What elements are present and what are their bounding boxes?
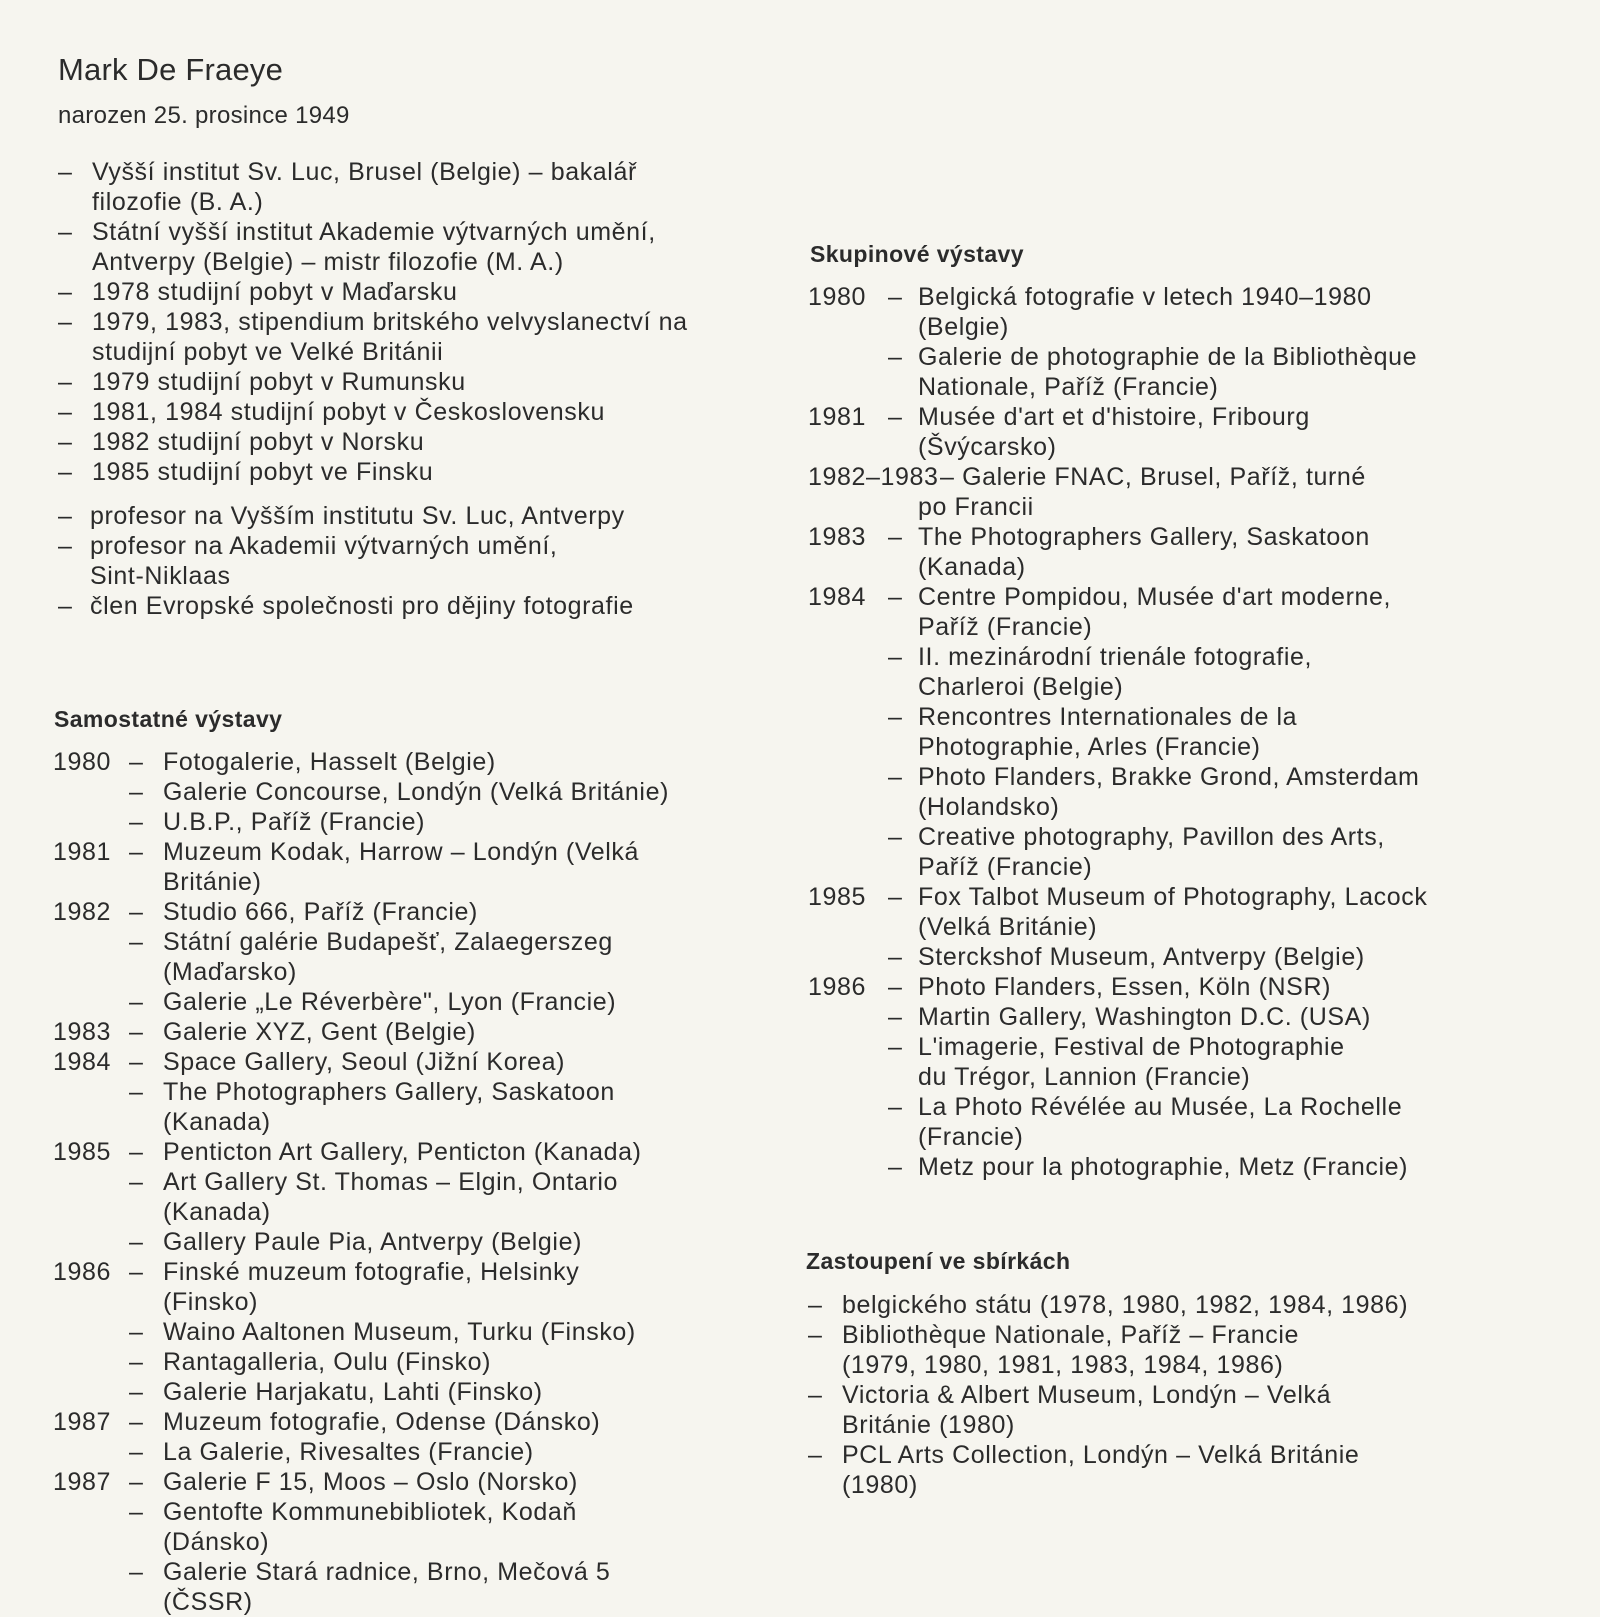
exhibition-line xyxy=(808,732,1568,762)
exhibition-text: Paříž (Francie) xyxy=(918,613,1093,641)
exhibition-text: The Photographers Gallery, Saskatoon xyxy=(163,1078,615,1106)
exhibition-year: 1981 xyxy=(53,838,112,866)
collection-text: PCL Arts Collection, Londýn – Velká Británie xyxy=(842,1441,1360,1469)
exhibition-text: Waino Aaltonen Museum, Turku (Finsko) xyxy=(163,1318,636,1346)
dash-bullet: – xyxy=(58,592,73,620)
exhibition-text: Penticton Art Gallery, Penticton (Kanada) xyxy=(163,1138,642,1166)
exhibition-line xyxy=(53,987,793,1017)
list-item-text: profesor na Vyšším institutu Sv. Luc, Antverpy xyxy=(90,502,625,530)
exhibition-line xyxy=(53,1017,793,1047)
exhibition-line xyxy=(53,1377,793,1407)
dash-bullet: – xyxy=(888,973,903,1001)
exhibition-text: (Velká Británie) xyxy=(918,913,1098,941)
dash-bullet: – xyxy=(129,1318,144,1346)
exhibition-text: (Belgie) xyxy=(918,313,1009,341)
dash-bullet: – xyxy=(888,943,903,971)
dash-bullet: – xyxy=(129,1348,144,1376)
exhibition-line xyxy=(53,1497,793,1527)
dash-bullet: – xyxy=(129,898,144,926)
dash-bullet: – xyxy=(888,823,903,851)
exhibition-text: Galerie Stará radnice, Brno, Mečová 5 xyxy=(163,1558,611,1586)
collection-line xyxy=(806,1350,1566,1380)
exhibition-text: U.B.P., Paříž (Francie) xyxy=(163,808,426,836)
list-line xyxy=(58,367,798,397)
exhibition-text: Charleroi (Belgie) xyxy=(918,673,1124,701)
exhibition-line xyxy=(53,1047,793,1077)
exhibition-text: II. mezinárodní trienále fotografie, xyxy=(918,643,1313,671)
exhibition-text: Nationale, Paříž (Francie) xyxy=(918,373,1219,401)
exhibition-line xyxy=(808,792,1568,822)
list-item-text: Sint-Niklaas xyxy=(90,562,231,590)
exhibition-line xyxy=(53,1257,793,1287)
exhibition-line xyxy=(808,462,1568,492)
dash-bullet: – xyxy=(808,1321,823,1349)
dash-bullet: – xyxy=(808,1441,823,1469)
dash-bullet: – xyxy=(888,883,903,911)
exhibition-line xyxy=(808,1032,1568,1062)
exhibition-line xyxy=(808,912,1568,942)
exhibition-text: Photo Flanders, Brakke Grond, Amsterdam xyxy=(918,763,1420,791)
exhibition-line xyxy=(808,342,1568,372)
exhibition-text: Rantagalleria, Oulu (Finsko) xyxy=(163,1348,492,1376)
dash-bullet: – xyxy=(129,808,144,836)
exhibition-line xyxy=(808,552,1568,582)
collection-line xyxy=(806,1410,1566,1440)
exhibition-year: 1980 xyxy=(53,748,112,776)
list-line xyxy=(58,337,798,367)
exhibition-line xyxy=(808,1122,1568,1152)
solo-exhibitions-list xyxy=(53,747,793,1617)
dash-bullet: – xyxy=(58,428,73,456)
group-exhibitions-list xyxy=(808,282,1568,1182)
list-line xyxy=(58,217,798,247)
exhibition-line xyxy=(53,867,793,897)
exhibition-line xyxy=(808,312,1568,342)
dash-bullet: – xyxy=(58,368,73,396)
exhibition-text: Rencontres Internationales de la xyxy=(918,703,1298,731)
exhibition-line xyxy=(808,972,1568,1002)
exhibition-text: po Francii xyxy=(918,493,1034,521)
exhibition-line xyxy=(53,1347,793,1377)
dash-bullet: – xyxy=(58,308,73,336)
group-exhibitions-heading: Skupinové výstavy xyxy=(810,241,1024,267)
list-line xyxy=(58,531,798,561)
exhibition-line xyxy=(53,1527,793,1557)
exhibition-year: 1987 xyxy=(53,1408,112,1436)
exhibition-line xyxy=(808,282,1568,312)
collection-line xyxy=(806,1290,1566,1320)
dash-bullet: – xyxy=(129,1078,144,1106)
list-item-text: studijní pobyt ve Velké Británii xyxy=(92,338,444,366)
exhibition-text: Space Gallery, Seoul (Jižní Korea) xyxy=(163,1048,566,1076)
dash-bullet: – xyxy=(129,1258,144,1286)
exhibition-text: du Trégor, Lannion (Francie) xyxy=(918,1063,1251,1091)
exhibition-year: 1980 xyxy=(808,283,867,311)
exhibition-text: Galerie Harjakatu, Lahti (Finsko) xyxy=(163,1378,543,1406)
dash-bullet: – xyxy=(940,463,955,491)
dash-bullet: – xyxy=(58,218,73,246)
list-item-text: člen Evropské společnosti pro dějiny fotografie xyxy=(90,592,634,620)
list-item-text: 1982 studijní pobyt v Norsku xyxy=(92,428,425,456)
exhibition-text: La Galerie, Rivesaltes (Francie) xyxy=(163,1438,534,1466)
exhibition-text: Muzeum fotografie, Odense (Dánsko) xyxy=(163,1408,601,1436)
collection-text: belgického státu (1978, 1980, 1982, 1984, 1986) xyxy=(842,1291,1409,1319)
exhibition-text: (Francie) xyxy=(918,1123,1024,1151)
exhibition-line xyxy=(53,1437,793,1467)
exhibition-text: Musée d'art et d'histoire, Fribourg xyxy=(918,403,1310,431)
list-item-text: profesor na Akademii výtvarných umění, xyxy=(90,532,558,560)
exhibition-text: The Photographers Gallery, Saskatoon xyxy=(918,523,1370,551)
exhibition-line xyxy=(808,582,1568,612)
exhibition-line xyxy=(808,1092,1568,1122)
artist-name: Mark De Fraeye xyxy=(58,52,284,87)
list-line xyxy=(58,187,798,217)
exhibition-text: (Holandsko) xyxy=(918,793,1060,821)
exhibition-text: Státní galérie Budapešť, Zalaegerszeg xyxy=(163,928,613,956)
exhibition-line xyxy=(808,1152,1568,1182)
dash-bullet: – xyxy=(129,1498,144,1526)
exhibition-text: Studio 666, Paříž (Francie) xyxy=(163,898,478,926)
dash-bullet: – xyxy=(888,643,903,671)
dash-bullet: – xyxy=(129,778,144,806)
exhibition-text: (Finsko) xyxy=(163,1288,259,1316)
exhibition-line xyxy=(53,957,793,987)
exhibition-line xyxy=(53,1077,793,1107)
exhibition-line xyxy=(53,1167,793,1197)
list-line xyxy=(58,561,798,591)
dash-bullet: – xyxy=(129,1018,144,1046)
exhibition-line xyxy=(808,882,1568,912)
list-item-text: 1979 studijní pobyt v Rumunsku xyxy=(92,368,466,396)
exhibition-text: (Dánsko) xyxy=(163,1528,270,1556)
exhibition-line xyxy=(808,1062,1568,1092)
exhibition-line xyxy=(53,837,793,867)
dash-bullet: – xyxy=(58,398,73,426)
dash-bullet: – xyxy=(58,278,73,306)
dash-bullet: – xyxy=(888,523,903,551)
dash-bullet: – xyxy=(129,1558,144,1586)
exhibition-line xyxy=(53,807,793,837)
exhibition-text: Centre Pompidou, Musée d'art moderne, xyxy=(918,583,1392,611)
exhibition-line xyxy=(808,492,1568,522)
exhibition-line xyxy=(53,1317,793,1347)
collection-text: (1980) xyxy=(842,1471,918,1499)
collection-text: Bibliothèque Nationale, Paříž – Francie xyxy=(842,1321,1299,1349)
exhibition-text: Photo Flanders, Essen, Köln (NSR) xyxy=(918,973,1332,1001)
exhibition-year: 1981 xyxy=(808,403,867,431)
dash-bullet: – xyxy=(129,1438,144,1466)
exhibition-text: Galerie F 15, Moos – Oslo (Norsko) xyxy=(163,1468,578,1496)
exhibition-line xyxy=(808,372,1568,402)
dash-bullet: – xyxy=(129,1138,144,1166)
collection-line xyxy=(806,1320,1566,1350)
collections-heading: Zastoupení ve sbírkách xyxy=(806,1248,1071,1274)
dash-bullet: – xyxy=(888,403,903,431)
exhibition-line xyxy=(808,612,1568,642)
list-line xyxy=(58,427,798,457)
list-line xyxy=(58,591,798,621)
dash-bullet: – xyxy=(888,1003,903,1031)
exhibition-line xyxy=(808,402,1568,432)
exhibition-text: Gallery Paule Pia, Antverpy (Belgie) xyxy=(163,1228,583,1256)
exhibition-text: Fotogalerie, Hasselt (Belgie) xyxy=(163,748,496,776)
dash-bullet: – xyxy=(129,1408,144,1436)
exhibition-year: 1986 xyxy=(53,1258,112,1286)
dash-bullet: – xyxy=(129,1228,144,1256)
exhibition-text: (Kanada) xyxy=(163,1108,271,1136)
dash-bullet: – xyxy=(888,703,903,731)
list-item-text: 1978 studijní pobyt v Maďarsku xyxy=(92,278,458,306)
dash-bullet: – xyxy=(888,283,903,311)
exhibition-year: 1983 xyxy=(53,1018,112,1046)
exhibition-line xyxy=(808,942,1568,972)
dash-bullet: – xyxy=(888,343,903,371)
exhibition-text: Galerie XYZ, Gent (Belgie) xyxy=(163,1018,476,1046)
exhibition-year: 1984 xyxy=(808,583,867,611)
exhibition-line xyxy=(808,822,1568,852)
exhibition-text: Galerie de photographie de la Bibliothèque xyxy=(918,343,1418,371)
exhibition-line xyxy=(808,762,1568,792)
exhibition-year: 1982–1983 xyxy=(808,463,939,491)
exhibition-text: Martin Gallery, Washington D.C. (USA) xyxy=(918,1003,1371,1031)
exhibition-text: Galerie FNAC, Brusel, Paříž, turné xyxy=(962,463,1366,491)
exhibition-text: Muzeum Kodak, Harrow – Londýn (Velká xyxy=(163,838,639,866)
dash-bullet: – xyxy=(58,458,73,486)
dash-bullet: – xyxy=(129,748,144,776)
list-item-text: Státní vyšší institut Akademie výtvarných umění, xyxy=(92,218,656,246)
dash-bullet: – xyxy=(808,1381,823,1409)
list-line xyxy=(58,457,798,487)
exhibition-text: Británie) xyxy=(163,868,262,896)
education-list xyxy=(58,157,798,487)
exhibition-text: La Photo Révélée au Musée, La Rochelle xyxy=(918,1093,1403,1121)
exhibition-line xyxy=(808,432,1568,462)
exhibition-line xyxy=(808,852,1568,882)
exhibition-text: Metz pour la photographie, Metz (Francie) xyxy=(918,1153,1409,1181)
list-line xyxy=(58,157,798,187)
list-item-text: 1979, 1983, stipendium britského velvyslanectví na xyxy=(92,308,688,336)
exhibition-year: 1982 xyxy=(53,898,112,926)
exhibition-text: Galerie „Le Réverbère", Lyon (Francie) xyxy=(163,988,617,1016)
dash-bullet: – xyxy=(129,988,144,1016)
exhibition-line xyxy=(808,702,1568,732)
exhibition-line xyxy=(808,672,1568,702)
exhibition-inline xyxy=(940,462,1366,492)
exhibition-text: Photographie, Arles (Francie) xyxy=(918,733,1261,761)
exhibition-text: Fox Talbot Museum of Photography, Lacock xyxy=(918,883,1428,911)
dash-bullet: – xyxy=(129,1468,144,1496)
exhibition-line xyxy=(53,897,793,927)
exhibition-text: Galerie Concourse, Londýn (Velká Británie) xyxy=(163,778,670,806)
dash-bullet: – xyxy=(888,583,903,611)
exhibition-line xyxy=(53,1467,793,1497)
list-line xyxy=(58,397,798,427)
dash-bullet: – xyxy=(888,1153,903,1181)
dash-bullet: – xyxy=(129,1048,144,1076)
dash-bullet: – xyxy=(888,1093,903,1121)
exhibition-line xyxy=(808,522,1568,552)
exhibition-text: L'imagerie, Festival de Photographie xyxy=(918,1033,1345,1061)
exhibition-text: Gentofte Kommunebibliotek, Kodaň xyxy=(163,1498,577,1526)
exhibition-line xyxy=(53,1287,793,1317)
exhibition-text: Belgická fotografie v letech 1940–1980 xyxy=(918,283,1372,311)
dash-bullet: – xyxy=(888,1033,903,1061)
exhibition-text: Art Gallery St. Thomas – Elgin, Ontario xyxy=(163,1168,619,1196)
dash-bullet: – xyxy=(129,838,144,866)
collection-text: Británie (1980) xyxy=(842,1411,1015,1439)
exhibition-year: 1983 xyxy=(808,523,867,551)
list-item-text: Vyšší institut Sv. Luc, Brusel (Belgie) – bakalář xyxy=(92,158,637,186)
dash-bullet: – xyxy=(888,763,903,791)
exhibition-line xyxy=(53,927,793,957)
exhibition-line xyxy=(53,1137,793,1167)
collection-text: (1979, 1980, 1981, 1983, 1984, 1986) xyxy=(842,1351,1284,1379)
exhibition-year: 1985 xyxy=(53,1138,112,1166)
list-item-text: Antverpy (Belgie) – mistr filozofie (M. A.) xyxy=(92,248,564,276)
dash-bullet: – xyxy=(129,928,144,956)
list-line xyxy=(58,277,798,307)
exhibition-year: 1985 xyxy=(808,883,867,911)
exhibition-line xyxy=(53,747,793,777)
list-line xyxy=(58,307,798,337)
exhibition-text: Creative photography, Pavillon des Arts, xyxy=(918,823,1385,851)
list-line xyxy=(58,501,798,531)
exhibition-line xyxy=(53,1227,793,1257)
exhibition-text: (Kanada) xyxy=(163,1198,271,1226)
list-item-text: filozofie (B. A.) xyxy=(92,188,264,216)
list-item-text: 1985 studijní pobyt ve Finsku xyxy=(92,458,434,486)
birth-date: narozen 25. prosince 1949 xyxy=(58,102,350,129)
exhibition-line xyxy=(53,1587,793,1617)
dash-bullet: – xyxy=(58,532,73,560)
exhibition-text: (Švýcarsko) xyxy=(918,433,1057,461)
exhibition-line xyxy=(53,777,793,807)
collection-text: Victoria & Albert Museum, Londýn – Velká xyxy=(842,1381,1332,1409)
exhibition-line xyxy=(53,1557,793,1587)
exhibition-text: (ČSSR) xyxy=(163,1588,253,1616)
exhibition-year: 1984 xyxy=(53,1048,112,1076)
exhibition-text: Sterckshof Museum, Antverpy (Belgie) xyxy=(918,943,1365,971)
list-item-text: 1981, 1984 studijní pobyt v Československu xyxy=(92,398,606,426)
exhibition-text: (Kanada) xyxy=(918,553,1026,581)
exhibition-line xyxy=(53,1107,793,1137)
collection-line xyxy=(806,1380,1566,1410)
positions-list xyxy=(58,501,798,621)
dash-bullet: – xyxy=(129,1378,144,1406)
dash-bullet: – xyxy=(129,1168,144,1196)
collections-list xyxy=(806,1290,1566,1500)
collection-line xyxy=(806,1440,1566,1470)
exhibition-text: (Maďarsko) xyxy=(163,958,297,986)
exhibition-year: 1987 xyxy=(53,1468,112,1496)
exhibition-text: Finské muzeum fotografie, Helsinky xyxy=(163,1258,580,1286)
exhibition-text: Paříž (Francie) xyxy=(918,853,1093,881)
solo-exhibitions-heading: Samostatné výstavy xyxy=(54,706,283,732)
dash-bullet: – xyxy=(808,1291,823,1319)
dash-bullet: – xyxy=(58,502,73,530)
exhibition-year: 1986 xyxy=(808,973,867,1001)
list-line xyxy=(58,247,798,277)
dash-bullet: – xyxy=(58,158,73,186)
exhibition-line xyxy=(808,1002,1568,1032)
exhibition-line xyxy=(53,1407,793,1437)
exhibition-line xyxy=(53,1197,793,1227)
collection-line xyxy=(806,1470,1566,1500)
exhibition-line xyxy=(808,642,1568,672)
